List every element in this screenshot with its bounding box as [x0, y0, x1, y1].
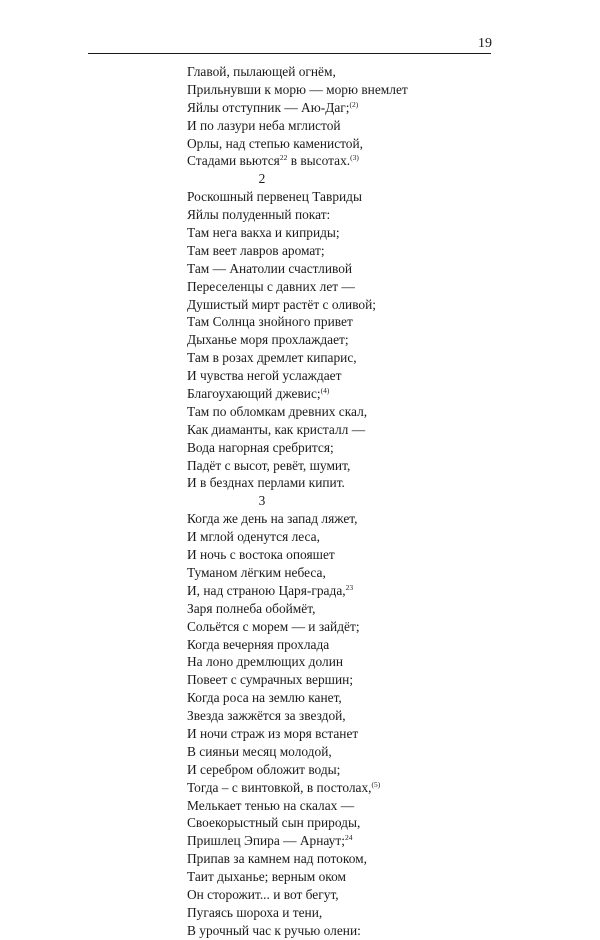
- verse-line: [187, 671, 487, 689]
- verse-text: Там по обломкам древних скал,: [187, 403, 368, 419]
- poem-body: [187, 63, 487, 940]
- verse-line: [187, 63, 487, 81]
- verse-text: Пришлец Эпира — Арнаут;: [187, 833, 345, 849]
- footnote-marker: (4): [320, 386, 330, 396]
- verse-text: Благоухающий джевис;: [187, 386, 321, 402]
- footnote-marker: 23: [345, 582, 354, 592]
- verse-text: в высотах.: [287, 153, 351, 169]
- verse-text: Когда же день на запад ляжет,: [187, 511, 358, 527]
- verse-line: [187, 618, 487, 636]
- verse-text: И в безднах перлами кипит.: [187, 475, 345, 491]
- verse-line: [187, 135, 487, 153]
- stanza-number: 3: [258, 493, 266, 509]
- verse-text: Прильнувши к морю — морю внемлет: [187, 81, 408, 97]
- verse-line: [187, 385, 487, 403]
- verse-text: Когда вечерняя прохлада: [187, 636, 330, 652]
- verse-text: Орлы, над степью каменистой,: [187, 135, 364, 151]
- verse-text: Своекорыстный сын природы,: [187, 815, 361, 831]
- verse-text: Душистый мирт растёт с оливой;: [187, 296, 377, 312]
- verse-line: [187, 653, 487, 671]
- verse-line: [187, 81, 487, 99]
- verse-line: [187, 582, 487, 600]
- verse-text: Пугаясь шороха и тени,: [187, 904, 323, 920]
- verse-text: И ночь с востока опояшет: [187, 547, 335, 563]
- verse-text: В урочный час к ручью олени:: [187, 922, 361, 938]
- verse-line: [187, 814, 487, 832]
- verse-text: Как диаманты, как кристалл —: [187, 421, 366, 437]
- verse-line: [187, 832, 487, 850]
- verse-line: [187, 439, 487, 457]
- verse-text: Яйлы отступник — Аю-Даг;: [187, 99, 350, 115]
- verse-text: Там веет лавров аромат;: [187, 242, 325, 258]
- verse-text: Он сторожит... и вот бегут,: [187, 886, 339, 902]
- verse-text: Таит дыханье; верным оком: [187, 869, 347, 885]
- verse-text: На лоно дремлющих долин: [187, 654, 344, 670]
- verse-text: Тогда – с винтовкой, в постолах,: [187, 779, 372, 795]
- verse-line: [187, 224, 487, 242]
- verse-line: [187, 421, 487, 439]
- verse-text: Переселенцы с давних лет —: [187, 278, 355, 294]
- verse-line: [187, 260, 487, 278]
- verse-text: Повеет с сумрачных вершин;: [187, 672, 354, 688]
- verse-text: Заря полнеба обоймёт,: [187, 600, 316, 616]
- verse-text: Туманом лёгким небеса,: [187, 564, 326, 580]
- verse-text: Там нега вакха и киприды;: [187, 225, 340, 241]
- verse-line: [187, 349, 487, 367]
- verse-text: И мглой оденутся леса,: [187, 529, 320, 545]
- verse-text: И, над страною Царя-града,: [187, 582, 346, 598]
- verse-text: Дыханье моря прохлаждает;: [187, 332, 349, 348]
- verse-line: [187, 868, 487, 886]
- verse-line: [187, 922, 487, 940]
- footnote-marker: (3): [350, 153, 359, 163]
- verse-line: [187, 743, 487, 761]
- page-number: 19: [478, 36, 492, 51]
- verse-line: [187, 117, 487, 135]
- verse-text: Там Солнца знойного привет: [187, 314, 353, 330]
- verse-line: [187, 403, 487, 421]
- verse-text: Когда роса на землю канет,: [187, 690, 342, 706]
- footnote-marker: (5): [371, 779, 381, 789]
- verse-line: [187, 313, 487, 331]
- verse-line: [187, 564, 487, 582]
- verse-line: [187, 152, 487, 170]
- verse-text: Яйлы полуденный покат:: [187, 207, 331, 223]
- verse-text: Сольётся с морем — и зайдёт;: [187, 618, 360, 634]
- verse-line: [187, 242, 487, 260]
- verse-line: [187, 331, 487, 349]
- verse-line: [187, 367, 487, 385]
- verse-text: Звезда зажжётся за звездой,: [187, 708, 346, 724]
- verse-line: [187, 904, 487, 922]
- verse-text: И чувства негой услаждает: [187, 368, 342, 384]
- verse-line: [187, 278, 487, 296]
- verse-text: И ночи страж из моря встанет: [187, 725, 359, 741]
- verse-line: [187, 600, 487, 618]
- verse-line: [187, 850, 487, 868]
- verse-line: [187, 457, 487, 475]
- verse-line: [187, 689, 487, 707]
- footnote-marker: 24: [344, 833, 353, 843]
- verse-line: [187, 546, 487, 564]
- header-rule: [88, 53, 491, 54]
- verse-line: [187, 779, 487, 797]
- verse-text: Роскошный первенец Тавриды: [187, 189, 362, 205]
- verse-text: Вода нагорная сребрится;: [187, 439, 334, 455]
- verse-text: Там — Анатолии счастливой: [187, 260, 353, 276]
- verse-line: [187, 206, 487, 224]
- verse-text: И серебром обложит воды;: [187, 761, 341, 777]
- footnote-marker: 22: [279, 153, 288, 163]
- verse-line: [187, 188, 487, 206]
- verse-line: [187, 797, 487, 815]
- verse-text: И по лазури неба мглистой: [187, 117, 341, 133]
- verse-line: [187, 474, 487, 492]
- stanza-number: 2: [258, 171, 266, 187]
- verse-line: [187, 99, 487, 117]
- verse-text: Припав за камнем над потоком,: [187, 851, 367, 867]
- verse-text: Стадами вьются: [187, 153, 280, 169]
- verse-text: Главой, пылающей огнём,: [187, 64, 336, 79]
- verse-text: Мелькает тенью на скалах —: [187, 797, 355, 813]
- verse-line: [187, 761, 487, 779]
- verse-text: Там в розах дремлет кипарис,: [187, 350, 357, 366]
- verse-line: [187, 707, 487, 725]
- verse-line: [187, 886, 487, 904]
- verse-line: [187, 510, 487, 528]
- verse-line: [187, 528, 487, 546]
- verse-text: Падёт с высот, ревёт, шумит,: [187, 457, 351, 473]
- verse-text: В сияньи месяц молодой,: [187, 743, 332, 759]
- verse-line: [187, 725, 487, 743]
- verse-line: [187, 296, 487, 314]
- footnote-marker: (2): [349, 99, 359, 109]
- verse-line: [187, 636, 487, 654]
